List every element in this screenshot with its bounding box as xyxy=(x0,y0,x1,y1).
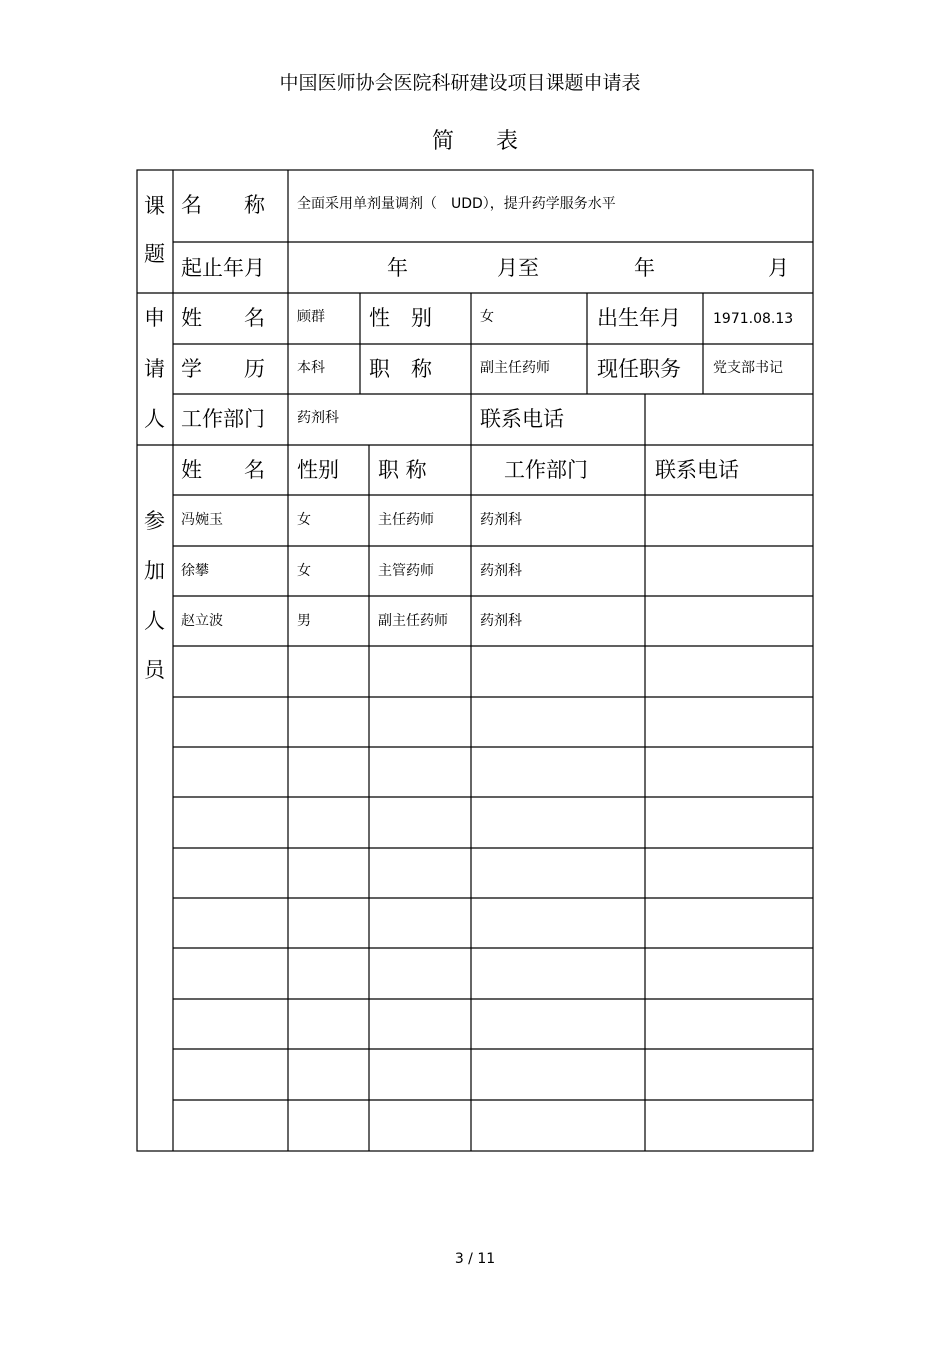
applicant-birth-label: 出生年月 xyxy=(597,306,681,330)
applicant-section-label-1: 申 xyxy=(144,306,165,330)
applicant-gender-label: 性 别 xyxy=(369,306,432,330)
applicant-name-label: 姓 名 xyxy=(181,306,265,330)
participants-header-dept: 工作部门 xyxy=(504,458,588,482)
participant-3-title: 副主任药师 xyxy=(378,613,448,629)
applicant-position-label: 现任职务 xyxy=(597,357,681,381)
applicant-section-label-3: 人 xyxy=(144,407,165,431)
applicant-gender-value: 女 xyxy=(480,309,494,325)
applicant-title-value: 副主任药师 xyxy=(480,360,550,376)
participant-2-name: 徐攀 xyxy=(181,563,209,579)
page-number: 3 / 11 xyxy=(454,1251,496,1267)
participants-section-label-1: 参 xyxy=(144,509,165,533)
applicant-name-value: 顾群 xyxy=(297,309,325,325)
applicant-education-label: 学 历 xyxy=(181,357,265,381)
participant-2-gender: 女 xyxy=(297,563,311,579)
project-period-year-start: 年 xyxy=(387,256,408,280)
project-period-month-to: 月至 xyxy=(497,256,539,280)
applicant-birth-value: 1971.08.13 xyxy=(713,311,794,327)
participant-1-name: 冯婉玉 xyxy=(181,512,223,528)
project-section-label-1: 课 xyxy=(144,194,165,218)
applicant-phone-label: 联系电话 xyxy=(480,407,564,431)
participants-header-phone: 联系电话 xyxy=(655,458,739,482)
project-name-label: 名 称 xyxy=(181,193,265,217)
participants-header-gender: 性别 xyxy=(297,458,339,482)
participants-section-label-4: 员 xyxy=(144,658,165,682)
participant-3-gender: 男 xyxy=(297,613,311,629)
participants-section-label-3: 人 xyxy=(144,609,165,633)
participant-1-title: 主任药师 xyxy=(378,512,434,528)
participant-1-dept: 药剂科 xyxy=(480,512,522,528)
project-period-month-end: 月 xyxy=(768,256,789,280)
applicant-dept-label: 工作部门 xyxy=(181,407,265,431)
applicant-position-value: 党支部书记 xyxy=(713,360,783,376)
project-period-label: 起止年月 xyxy=(181,256,265,280)
participant-2-dept: 药剂科 xyxy=(480,563,522,579)
participant-3-dept: 药剂科 xyxy=(480,613,522,629)
applicant-education-value: 本科 xyxy=(297,360,325,376)
participant-3-name: 赵立波 xyxy=(181,613,223,629)
applicant-section-label-2: 请 xyxy=(144,357,165,381)
participants-header-title: 职 称 xyxy=(378,458,427,482)
project-section-label-2: 题 xyxy=(144,242,165,266)
participants-section-label-2: 加 xyxy=(144,559,165,583)
participant-2-title: 主管药师 xyxy=(378,563,434,579)
participant-1-gender: 女 xyxy=(297,512,311,528)
project-period-year-end: 年 xyxy=(634,256,655,280)
form-subtitle: 简表 xyxy=(431,129,560,154)
applicant-dept-value: 药剂科 xyxy=(297,410,339,426)
participants-header-name: 姓 名 xyxy=(181,458,265,482)
document-title: 中国医师协会医院科研建设项目课题申请表 xyxy=(279,72,641,94)
project-name-value: 全面采用单剂量调剂（ UDD），提升药学服务水平 xyxy=(297,196,616,212)
applicant-title-label: 职 称 xyxy=(369,357,432,381)
